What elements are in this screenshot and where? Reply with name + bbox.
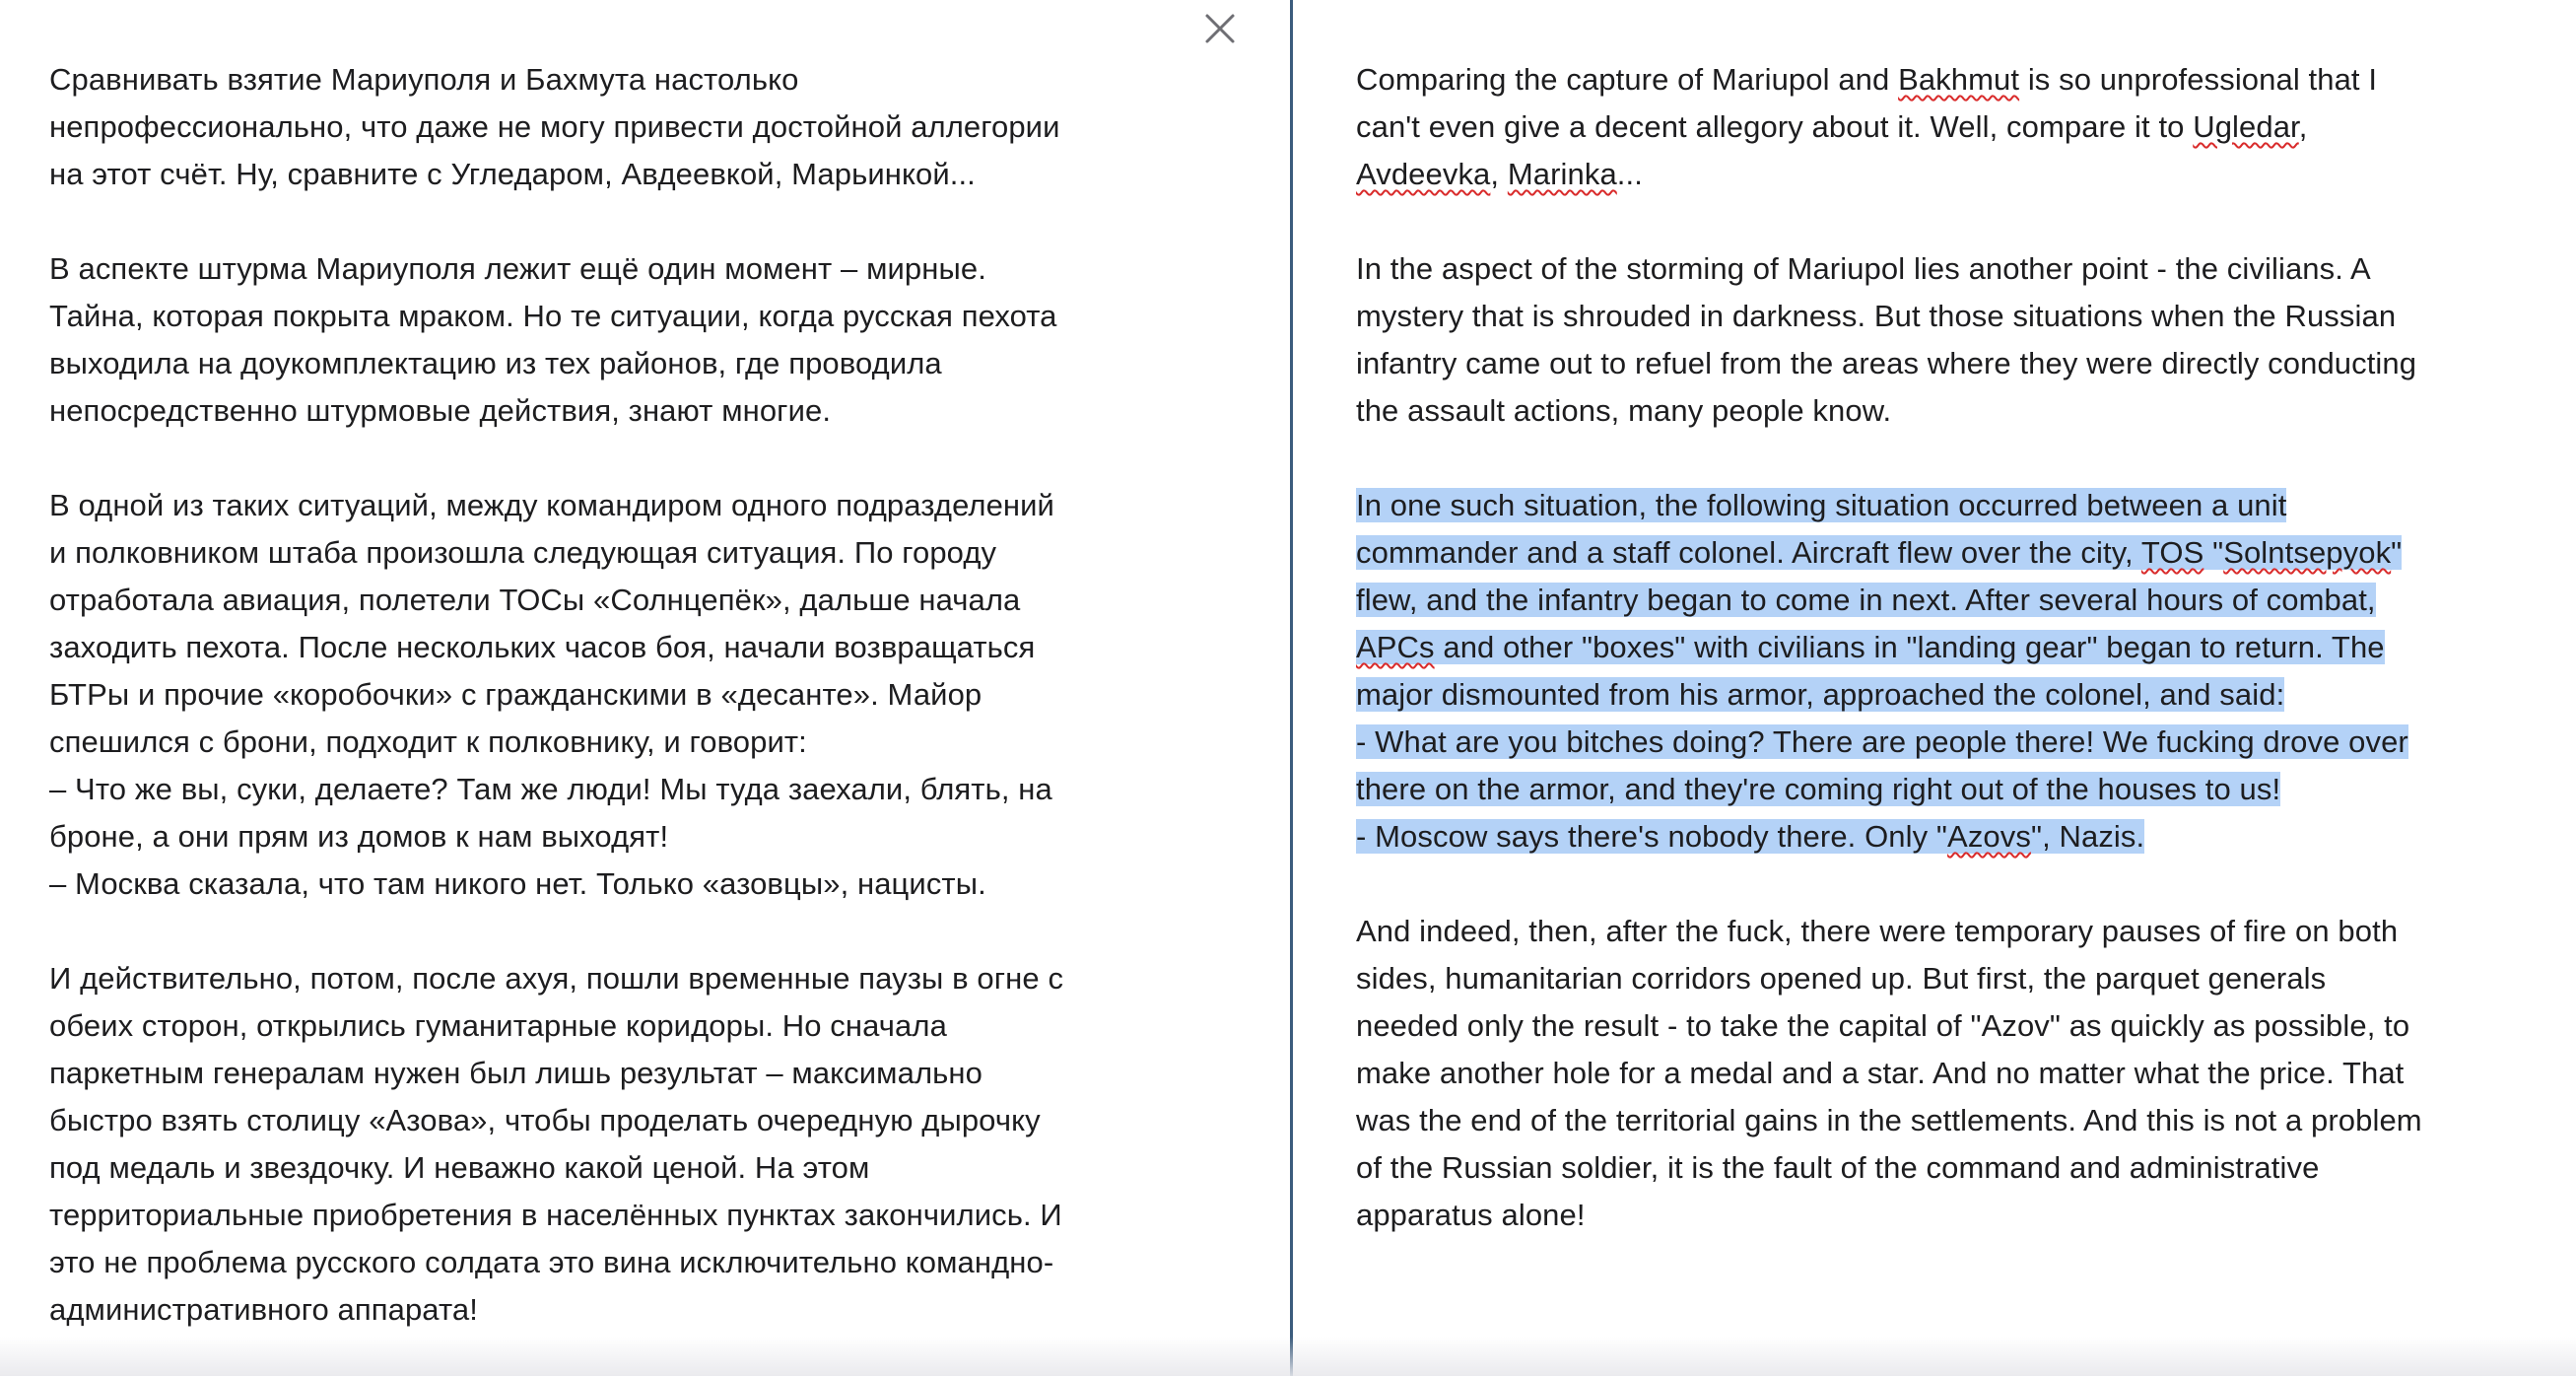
selected-text (1356, 819, 2144, 854)
text-line: территориальные приобретения в населённых пунктах закончились. И (49, 1198, 1062, 1232)
text-line (1356, 529, 2546, 577)
text-line: – Что же вы, суки, делаете? Там же люди! Мы туда заехали, блять, на (49, 772, 1052, 806)
text-segment: is so unprofessional that I (2019, 62, 2378, 97)
text-line: отработала авиация, полетели ТОСы «Солнцепёк», дальше начала (49, 583, 1021, 617)
text-line: In the aspect of the storming of Mariupol lies another point - the civilians. A (1356, 251, 2371, 286)
text-line (1356, 671, 2546, 719)
text-line: обеих сторон, открылись гуманитарные коридоры. Но сначала (49, 1008, 947, 1043)
text-line: make another hole for a medal and a star. And no matter what the price. That (1356, 1056, 2405, 1090)
original-paragraph-1 (49, 56, 1241, 198)
original-paragraph-2 (49, 245, 1241, 435)
text-segment: - Moscow says there's nobody there. Only " (1356, 819, 1948, 854)
text-line (1356, 56, 2546, 103)
text-line: В аспекте штурма Мариуполя лежит ещё один момент – мирные. (49, 251, 986, 286)
text-line (1356, 103, 2546, 151)
close-icon (1197, 6, 1243, 51)
spellcheck-word[interactable]: Azovs (1947, 819, 2031, 854)
selected-text: flew, and the infantry began to come in next. After several hours of combat, (1356, 583, 2376, 617)
text-segment: ... (1616, 157, 1643, 191)
text-line: sides, humanitarian corridors opened up. But first, the parquet generals (1356, 961, 2327, 996)
text-line: и полковником штаба произошла следующая ситуация. По городу (49, 535, 997, 570)
text-segment: Comparing the capture of Mariupol and (1356, 62, 1899, 97)
selected-text (1356, 535, 2402, 570)
text-line: needed only the result - to take the capital of "Azov" as quickly as possible, to (1356, 1008, 2410, 1043)
text-line: заходить пехота. После нескольких часов боя, начали возвращаться (49, 630, 1036, 664)
selected-text: major dismounted from his armor, approached the colonel, and said: (1356, 677, 2285, 712)
text-line: броне, а они прям из домов к нам выходят! (49, 819, 669, 854)
text-segment: commander and a staff colonel. Aircraft flew over the city, (1356, 535, 2141, 570)
text-line (1356, 482, 2546, 529)
translation-paragraph-4 (1356, 908, 2546, 1239)
text-line: apparatus alone! (1356, 1198, 1586, 1232)
text-line: – Москва сказала, что там никого нет. Только «азовцы», нацисты. (49, 866, 986, 901)
text-line: Сравнивать взятие Мариуполя и Бахмута настолько (49, 62, 799, 97)
spellcheck-word[interactable]: Ugledar (2193, 109, 2299, 144)
translation-paragraph-2 (1356, 245, 2546, 435)
text-line: mystery that is shrouded in darkness. But those situations when the Russian (1356, 299, 2397, 333)
text-line (1356, 813, 2546, 860)
translation-paragraph-1 (1356, 56, 2546, 198)
original-paragraph-3 (49, 482, 1241, 908)
text-line: the assault actions, many people know. (1356, 393, 1892, 428)
translation-text-pane[interactable] (1293, 0, 2576, 1376)
spellcheck-word[interactable]: TOS (2140, 535, 2204, 570)
text-line: непосредственно штурмовые действия, знают многие. (49, 393, 832, 428)
text-line: на этот счёт. Ну, сравните с Угледаром, Авдеевкой, Марьинкой... (49, 157, 976, 191)
text-line: Тайна, которая покрыта мраком. Но те ситуации, когда русская пехота (49, 299, 1057, 333)
translation-paragraph-3-selected (1356, 482, 2546, 860)
text-segment: and other "boxes" with civilians in "landing gear" began to return. The (1434, 630, 2385, 664)
text-line (1356, 624, 2546, 671)
spellcheck-word[interactable]: Marinka (1507, 157, 1617, 191)
text-line: непрофессионально, что даже не могу привести достойной аллегории (49, 109, 1060, 144)
text-segment: ", Nazis. (2030, 819, 2145, 854)
selected-text: In one such situation, the following situation occurred between a unit (1356, 488, 2287, 522)
text-segment: can't even give a decent allegory about it. Well, compare it to (1356, 109, 2194, 144)
text-segment: , (2298, 109, 2308, 144)
spellcheck-word[interactable]: Solntsepyok (2223, 535, 2392, 570)
selected-text: - What are you bitches doing? There are people there! We fucking drove over (1356, 724, 2408, 759)
text-line (1356, 151, 2546, 198)
text-line: паркетным генералам нужен был лишь результат – максимально (49, 1056, 983, 1090)
spellcheck-word[interactable]: Avdeevka (1356, 157, 1491, 191)
text-segment: , (1490, 157, 1508, 191)
spellcheck-word[interactable]: Bakhmut (1898, 62, 2020, 97)
close-button[interactable] (1197, 6, 1243, 51)
text-line: В одной из таких ситуаций, между командиром одного подразделений (49, 488, 1054, 522)
selected-text (1356, 630, 2385, 664)
text-line: выходила на доукомплектацию из тех районов, где проводила (49, 346, 942, 380)
text-line: под медаль и звездочку. И неважно какой ценой. На этом (49, 1150, 870, 1185)
text-line: это не проблема русского солдата это вина исключительно командно- (49, 1245, 1054, 1279)
text-line: административного аппарата! (49, 1292, 478, 1327)
text-line (1356, 766, 2546, 813)
text-line: БТРы и прочие «коробочки» с гражданскими в «десанте». Майор (49, 677, 983, 712)
text-segment: " (2203, 535, 2224, 570)
text-line: И действительно, потом, после ахуя, пошли временные паузы в огне с (49, 961, 1064, 996)
text-line (1356, 719, 2546, 766)
text-line: was the end of the territorial gains in the settlements. And this is not a problem (1356, 1103, 2422, 1137)
text-segment: " (2391, 535, 2403, 570)
text-line (1356, 577, 2546, 624)
original-paragraph-4 (49, 955, 1241, 1334)
text-line: спешился с брони, подходит к полковнику, и говорит: (49, 724, 807, 759)
selected-text: there on the armor, and they're coming right out of the houses to us! (1356, 772, 2281, 806)
spellcheck-word[interactable]: APCs (1356, 630, 1435, 664)
text-line: of the Russian soldier, it is the fault of the command and administrative (1356, 1150, 2320, 1185)
text-line: быстро взять столицу «Азова», чтобы проделать очередную дырочку (49, 1103, 1041, 1137)
text-line: infantry came out to refuel from the areas where they were directly conducting (1356, 346, 2417, 380)
text-line: And indeed, then, after the fuck, there were temporary pauses of fire on both (1356, 914, 2399, 948)
